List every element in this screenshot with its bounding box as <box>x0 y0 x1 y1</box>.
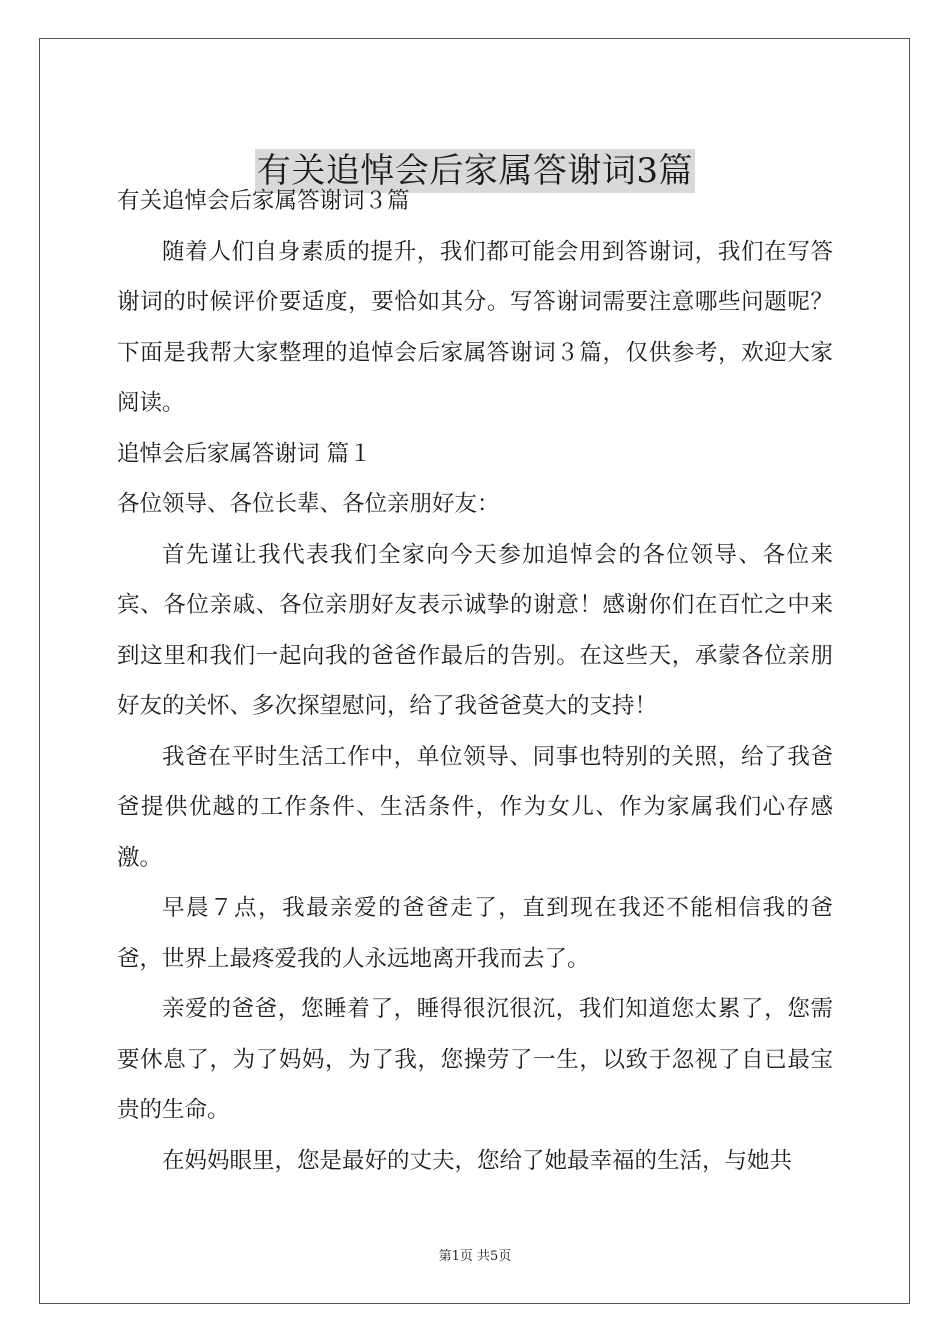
paragraph: 早晨７点，我最亲爱的爸爸走了，直到现在我还不能相信我的爸爸，世界上最疼爱我的人永远地离开我而去了。 <box>117 895 833 972</box>
salutation: 各位领导、各位长辈、各位亲朋好友： <box>117 491 500 517</box>
document-body <box>117 176 833 1186</box>
paragraph: 我爸在平时生活工作中，单位领导、同事也特别的关照，给了我爸爸提供优越的工作条件、生活条件，作为女儿、作为家属我们心存感激。 <box>117 743 833 871</box>
paragraph: 首先谨让我代表我们全家向今天参加追悼会的各位领导、各位来宾、各位亲戚、各位亲朋好友表示诚挚的谢意！感谢你们在百忙之中来到这里和我们一起向我的爸爸作最后的告别。在这些天，承蒙各位亲朋好友的关怀、多次探望慰问，给了我爸爸莫大的支持！ <box>117 541 833 719</box>
paragraph: 随着人们自身素质的提升，我们都可能会用到答谢词，我们在写答谢词的时候评价要适度，要恰如其分。写答谢词需要注意哪些问题呢？下面是我帮大家整理的追悼会后家属答谢词３篇，仅供参考，欢迎大家阅读。 <box>117 238 833 416</box>
paragraph: 有关追悼会后家属答谢词３篇 <box>117 188 410 214</box>
document-title: 有关追悼会后家属答谢词3篇 <box>256 150 694 191</box>
page-footer: 第1页 共5页 <box>438 1249 512 1264</box>
paragraph: 亲爱的爸爸，您睡着了，睡得很沉很沉，我们知道您太累了，您需要休息了，为了妈妈，为了我，您操劳了一生，以致于忽视了自已最宝贵的生命。 <box>117 996 833 1123</box>
section-heading: 追悼会后家属答谢词 篇１ <box>117 440 372 467</box>
paragraph: 在妈妈眼里，您是最好的丈夫，您给了她最幸福的生活，与她共 <box>162 1147 793 1174</box>
